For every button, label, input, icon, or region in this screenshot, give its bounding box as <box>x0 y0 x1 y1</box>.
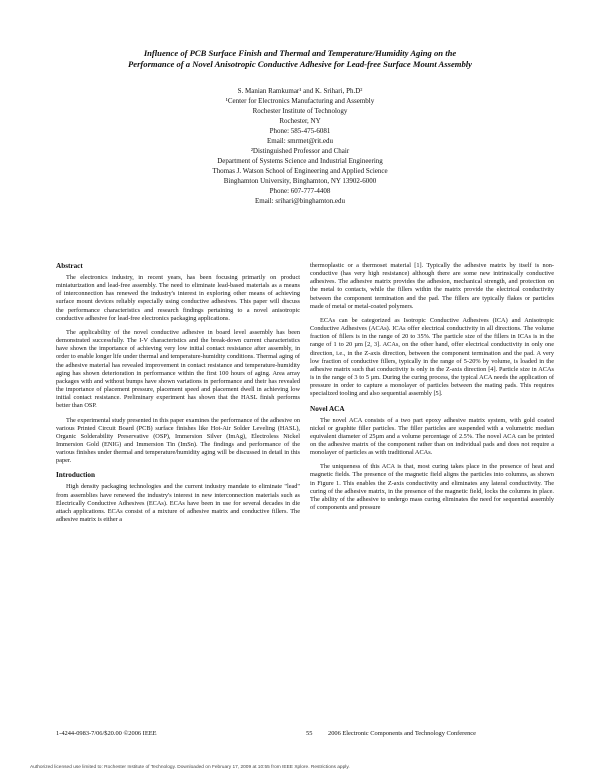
abstract-paragraph-2: The applicability of the novel conductive adhesive in board level assembly has been demonstrated successfully. The I-V characteristics and the break-down current characteristics have shown the importance of achieving very low initial contact resistance after assembly, in order to enable longer life under thermal and temperature-humidity conditions. Thermal aging of the adhesive material has revealed improvement in contact resistance and temperature-humidity aging has shown deterioration in performance within the first 100 hours of aging. Area array packages with and without bumps have shown variations in performance and their has revealed the importance of placement pressure, placement speed and placement dwell in achieving low initial contact resistance. Preliminary experiment has shown that the HASL finish performs better than OSP. <box>56 328 300 410</box>
abstract-heading: Abstract <box>56 262 83 270</box>
footer-isbn: 1-4244-0983-7/06/$20.00 ©2006 IEEE <box>56 730 157 737</box>
footer-page-number: 55 <box>306 730 313 737</box>
affiliation-institute: Rochester Institute of Technology <box>252 107 348 115</box>
abstract-paragraph-3: The experimental study presented in this paper examines the performance of the adhesive on various Printed Circuit Board (PCB) surface finishes like Hot-Air Solder Leveling (HASL), Organic Solderability Preservative (OSP), Immersion Silver (ImAg), Electroless Nickel Immersion Gold (ENIG) and Immersion Tin (ImSn). The findings and performance of the various finishes under thermal and temperature/humidity aging will be discussed in detail in this paper. <box>56 416 300 465</box>
right-column <box>310 262 554 518</box>
author1-phone: Phone: 585-475-6081 <box>269 127 331 135</box>
author-names: S. Manian Ramkumar¹ and K. Srihari, Ph.D² <box>237 87 363 95</box>
abstract-paragraph-1: The electronics industry, in recent years, has been focusing primarily on product miniaturization and lead-free assembly. The need to eliminate lead-based materials as a means of interconnection has renewed the industry's interest in exploring other means of achieving surface mount devices reliably especially using conductive adhesives. This paper will discuss the performance characteristics and research findings pertaining to a novel anisotropic conductive adhesive for lead-free electronics packaging applications. <box>56 274 300 322</box>
affiliation-school: Thomas J. Watson School of Engineering and Applied Science <box>212 167 388 175</box>
novel-aca-heading: Novel ACA <box>310 404 345 413</box>
title-line-1: Influence of PCB Surface Finish and Thermal and Temperature/Humidity Aging on the <box>143 48 457 58</box>
novel-aca-paragraph-1: The novel ACA consists of a two part epoxy adhesive matrix system, with gold coated nickel or graphite filler particles. The filler particles are suspended with a volumetric median equivalent diameter of 25µm and a volume percentage of 2.5%. The novel ACA can be printed on the adhesive matrix of the component rather than on individual pads and does not require a monolayer of particles as with traditional ACAs. <box>310 416 554 457</box>
title-line-2: Performance of a Novel Anisotropic Conductive Adhesive for Lead-free Surface Mount Assembly <box>128 59 472 69</box>
author2-phone: Phone: 607-777-4408 <box>269 187 331 195</box>
footer-conference: 2006 Electronic Components and Technology Conference <box>328 730 476 737</box>
right-paragraph-1: thermoplastic or a thermoset material [1]. Typically the adhesive matrix by itself is non-conductive (has very high resistance) although there are some new intrinsically conductive adhesives. The adhesive matrix provides the adhesion, mechanical strength, and protection on the metal to contacts, while the fillers within the matrix provide the electrical conductivity between the component termination and the pad. The fillers are typically flakes or particles made of metal or metal-coated polymers. <box>310 262 554 310</box>
affiliation-city: Rochester, NY <box>279 117 321 125</box>
author1-email: Email: smrmet@rit.edu <box>267 137 333 145</box>
left-column <box>56 262 300 530</box>
author2-email: Email: srihari@binghamton.edu <box>254 197 346 205</box>
affiliation-center: ¹Center for Electronics Manufacturing and Assembly <box>225 97 375 105</box>
paper-title <box>60 48 540 70</box>
license-notice: Authorized licensed use limited to: Rochester Institute of Technology. Downloaded on February 17, 2009 at 10:55 from IEEE Xplore. Restrictions apply. <box>30 765 350 770</box>
novel-aca-paragraph-2: The uniqueness of this ACA is that, most curing takes place in the presence of heat and magnetic fields. The presence of the magnetic field aligns the particles into columns, as shown in Figure 1. This enables the Z-axis conductivity and eliminates any lateral conductivity. The curing of the adhesive matrix, in the presence of the magnetic field, locks the columns in place. The ability of the adhesive to undergo mass curing eliminates the need for sequential assembly of components and pressure <box>310 463 554 512</box>
right-paragraph-2: ECAs can be categorized as Isotropic Conductive Adhesives (ICA) and Anisotropic Conductive Adhesives (ACAs). ICAs offer electrical conductivity in all directions. The volume fraction of fillers is in the range of 20 to 35%. The particle size of the fillers in ICAs is in the range of 1 to 20 µm [2, 3]. ACAs, on the other hand, offer electrical conductivity in only one direction, i.e., in the Z-axis direction, between the component termination and the pad. A very low fraction of conductive fillers, typically in the range of 5-20% by volume, is loaded in the adhesive matrix such that conductivity is only in the Z-axis direction [4]. Particle size in ACAs is in the range of 3 to 5 µm. During the curing process, the typical ACA needs the application of pressure in order to capture a monolayer of particles between the mating pads. This requires specialized tooling and also sequential assembly [5]. <box>310 316 554 398</box>
affiliation-university: Binghamton University, Binghamton, NY 13902-6000 <box>223 177 377 185</box>
author-affiliations <box>150 86 450 206</box>
affiliation-department: Department of Systems Science and Industrial Engineering <box>217 157 383 165</box>
introduction-heading: Introduction <box>56 471 96 480</box>
introduction-paragraph: High density packaging technologies and the current industry mandate to eliminate "lead" from assemblies have renewed the industry's interest in new interconnection materials such as Electrically Conductive Adhesives (ECAs). ECAs have been in use for several decades in die attach applications. ECAs consist of a mixture of adhesive matrix and conductive fillers. The adhesive matrix is either a <box>56 483 300 524</box>
author2-title: ²Distinguished Professor and Chair <box>250 147 350 155</box>
